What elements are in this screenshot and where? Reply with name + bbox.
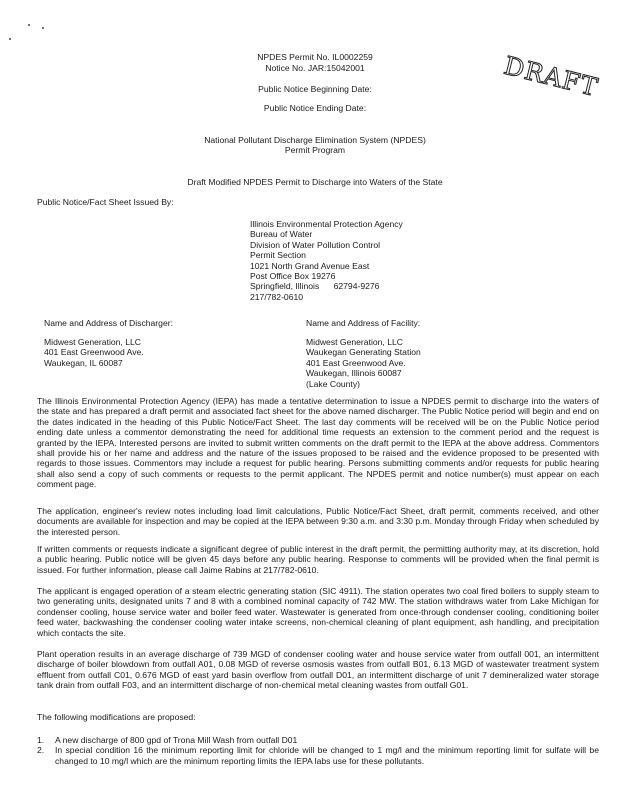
- notice-number: Notice No. JAR:15042001: [265, 63, 365, 73]
- address-line: 1021 North Grand Avenue East: [250, 260, 370, 271]
- paragraph-documents-available: The application, engineer's review notes including load limit calculations, Public Notice/Fact Sheet, draft permit, comments received, and other documents are available for inspection and may be copied at the IEPA between 9:30 a.m. and 3:30 p.m. Monday through Friday when scheduled by the interested person.: [37, 506, 599, 537]
- list-item-number: 1.: [37, 735, 45, 745]
- list-item: [37, 735, 599, 745]
- begin-date-label: Public Notice Beginning Date:: [258, 84, 372, 94]
- program-title: National Pollutant Discharge Elimination System (NPDES): [204, 135, 426, 145]
- address-line: Waukegan, IL 60087: [44, 357, 123, 368]
- address-line: Springfield, Illinois 62794-9276: [250, 281, 380, 292]
- address-line: Division of Water Pollution Control: [250, 239, 381, 250]
- address-line: Permit Section: [250, 250, 306, 261]
- facility-address: [306, 337, 421, 389]
- list-item-number: 2.: [37, 745, 45, 756]
- address-line: Bureau of Water: [250, 229, 313, 240]
- address-line: Waukegan Generating Station: [306, 347, 421, 358]
- address-line: Illinois Environmental Protection Agency: [250, 219, 403, 229]
- paragraph-station-description: The applicant is engaged operation of a steam electric generating station (SIC 4911). The station operates two coal fired boilers to supply steam to two generating units, designated units 7 and 8 with a combined nominal capacity of 742 MW. The station withdraws water from Lake Michigan for condenser cooling, house service water and boiler feed water. Wastewater is generated from once-through condenser cooling, conditioning boiler feed water, backwashing the condenser cooling water intake screens, non-chemical cleaning of plant equipment, ash handling, and precipitation which contacts the site.: [37, 586, 599, 638]
- address-line: Midwest Generation, LLC: [306, 337, 403, 347]
- discharger-address: [44, 337, 144, 368]
- address-line: (Lake County): [306, 378, 360, 389]
- scan-speck: [28, 24, 30, 26]
- paragraph-discharges: Plant operation results in an average discharge of 739 MGD of condenser cooling water and house service water from outfall 001, an intermittent discharge of boiler blowdown from outfall A01, 0.08 MGD of reverse osmosis wastes from outfall B01, 6.13 MGD of wastewater treatment system effluent from outfall C01, 0.676 MGD of east yard basin overflow from outfall D01, an intermittent discharge of unit 7 demineralized water storage tank drain from outfall F03, and an intermittent discharge of non-chemical metal cleaning wastes from outfall G01.: [37, 649, 599, 691]
- scan-speck: [9, 38, 11, 40]
- list-item: [37, 745, 599, 766]
- issued-by-label: Public Notice/Fact Sheet Issued By:: [37, 197, 174, 207]
- list-item-text: In special condition 16 the minimum reporting limit for chloride will be changed to 1 mg/l and the minimum reporting limit for sulfate will be changed to 10 mg/l which are the minimum reporting limits the IEPA labs use for these pollutants.: [55, 745, 599, 766]
- address-line: 401 East Greenwood Ave.: [306, 357, 406, 368]
- discharger-label: Name and Address of Discharger:: [44, 318, 173, 328]
- modifications-list: [37, 735, 599, 766]
- modifications-intro: The following modifications are proposed:: [37, 712, 196, 722]
- address-line: Midwest Generation, LLC: [44, 337, 141, 347]
- scan-speck: [42, 27, 44, 29]
- address-line: Post Office Box 19276: [250, 271, 336, 282]
- notice-subject: Draft Modified NPDES Permit to Discharge into Waters of the State: [187, 177, 443, 187]
- address-line: 217/782-0610: [250, 291, 304, 302]
- list-item-text: A new discharge of 800 gpd of Trona Mill Wash from outfall D01: [55, 735, 298, 745]
- paragraph-public-hearing: If written comments or requests indicate a significant degree of public interest in the draft permit, the permitting authority may, at its discretion, hold a public hearing. Public notice will be given 45 days before any public hearing. Response to comments will be provided when the final permit is issued. For further information, please call Jaime Rabins at 217/782-0610.: [37, 544, 599, 575]
- address-line: 401 East Greenwood Ave.: [44, 347, 144, 358]
- end-date-label: Public Notice Ending Date:: [263, 103, 367, 113]
- address-line: Waukegan, Illinois 60087: [306, 368, 402, 379]
- agency-address: [250, 219, 403, 302]
- paragraph-tentative-determination: The Illinois Environmental Protection Agency (IEPA) has made a tentative determination to issue a NPDES permit to discharge into the waters of the state and has prepared a draft permit and associated fact sheet for the above named discharger. The Public Notice period will begin and end on the dates indicated in the heading of this Public Notice/Fact Sheet. The last day comments will be received will be on the Public Notice period ending date unless a commentor demonstrating the need for additional time requests an extension to the comment period and the request is granted by the IEPA. Interested persons are invited to submit written comments on the draft permit to the IEPA at the above address. Commentors shall provide his or her name and address and the nature of the issues proposed to be raised and the evidence proposed to be presented with regards to those issues. Commentors may include a request for public hearing. Persons submitting comments and/or requests for public hearing shall also send a copy of such comments or requests to the permit applicant. The NPDES permit and notice number(s) must appear on each comment page.: [37, 396, 599, 490]
- facility-label: Name and Address of Facility:: [306, 318, 421, 328]
- draft-stamp: DRAFT: [501, 50, 602, 103]
- permit-number: NPDES Permit No. IL0002259: [257, 52, 373, 62]
- program-subtitle: Permit Program: [284, 145, 346, 155]
